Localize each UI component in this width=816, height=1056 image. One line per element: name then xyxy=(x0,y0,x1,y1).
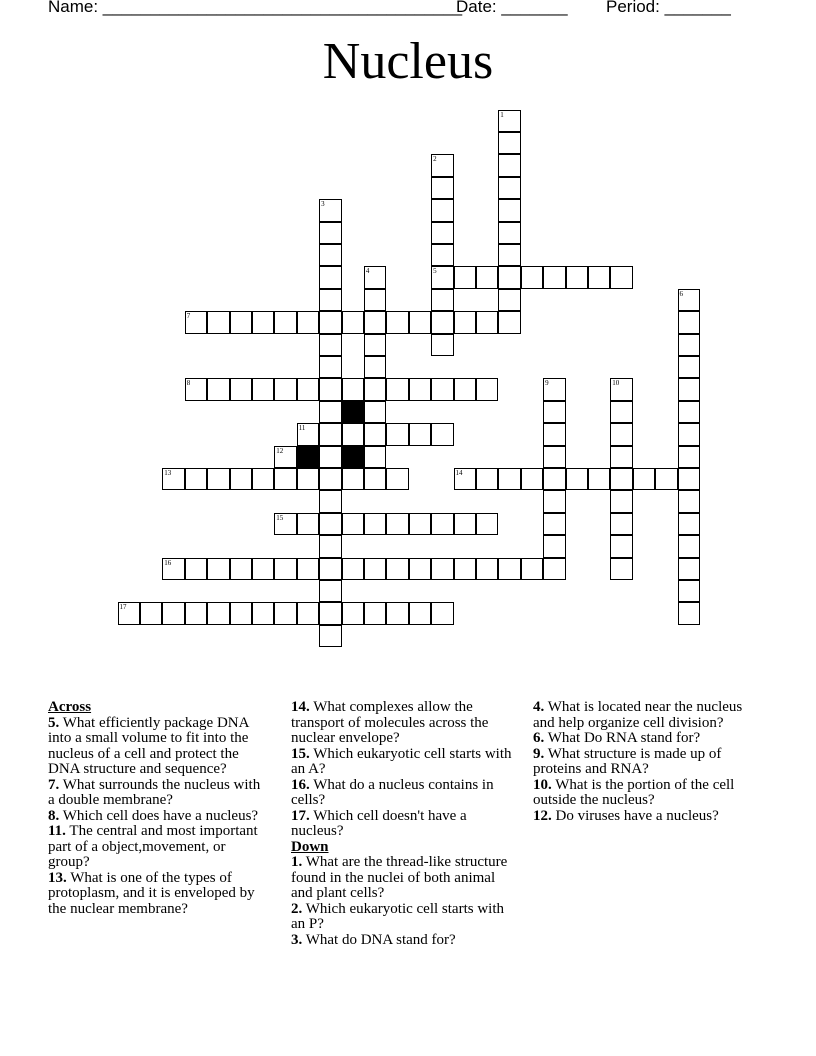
clue-number-label: 3 xyxy=(321,200,325,209)
grid-cell[interactable] xyxy=(252,558,275,581)
grid-cell[interactable] xyxy=(431,177,454,200)
grid-cell[interactable] xyxy=(162,558,185,581)
grid-cell[interactable] xyxy=(678,513,701,536)
grid-cell[interactable] xyxy=(610,401,633,424)
clue-number: 1. xyxy=(291,854,303,870)
grid-cell[interactable] xyxy=(364,423,387,446)
grid-cell[interactable] xyxy=(678,535,701,558)
grid-cell[interactable] xyxy=(364,513,387,536)
grid-cell[interactable] xyxy=(252,468,275,491)
grid-cell[interactable] xyxy=(319,446,342,469)
clue-number-label: 7 xyxy=(186,312,191,321)
grid-cell[interactable] xyxy=(319,266,342,289)
clue-number: 3. xyxy=(291,931,303,948)
clues-column-1 xyxy=(48,700,268,917)
grid-cell[interactable] xyxy=(610,535,633,558)
clue-number: 5. xyxy=(48,714,60,731)
grid-cell[interactable] xyxy=(543,378,566,401)
grid-cell[interactable] xyxy=(566,468,589,491)
grid-cell[interactable] xyxy=(364,378,387,401)
grid-cell[interactable] xyxy=(140,602,163,625)
grid-cell[interactable] xyxy=(207,602,230,625)
grid-cell[interactable] xyxy=(319,356,342,379)
grid-cell[interactable] xyxy=(342,423,365,446)
grid-cell[interactable] xyxy=(319,535,342,558)
grid-cell[interactable] xyxy=(454,468,477,491)
clue-number-label: 10 xyxy=(612,379,620,388)
grid-cell[interactable] xyxy=(274,311,297,334)
grid-cell[interactable] xyxy=(409,558,432,581)
grid-cell[interactable] xyxy=(633,468,656,491)
clue-text: Which cell doesn't have a nucleus? xyxy=(291,807,467,839)
grid-cell[interactable] xyxy=(431,334,454,357)
clue-number: 10. xyxy=(533,776,552,793)
clue-number: 13. xyxy=(48,869,67,886)
clue-number: 6. xyxy=(533,730,545,746)
grid-cell[interactable] xyxy=(274,378,297,401)
clue-across-14 xyxy=(291,700,519,747)
grid-cell[interactable] xyxy=(319,625,342,648)
clue-text: What complexes allow the transport of molecules across the nuclear envelope? xyxy=(291,699,489,746)
grid-cell[interactable] xyxy=(498,558,521,581)
grid-cell[interactable] xyxy=(297,558,320,581)
clue-text: What surrounds the nucleus with a double membrane? xyxy=(48,776,261,808)
grid-cell[interactable] xyxy=(678,378,701,401)
grid-cell[interactable] xyxy=(454,558,477,581)
grid-cell[interactable] xyxy=(588,266,611,289)
grid-cell[interactable] xyxy=(162,602,185,625)
grid-cell[interactable] xyxy=(498,468,521,491)
grid-cell[interactable] xyxy=(364,266,387,289)
grid-cell[interactable] xyxy=(543,513,566,536)
grid-cell[interactable] xyxy=(678,468,701,491)
grid-cell[interactable] xyxy=(431,423,454,446)
clue-text: What do a nucleus contains in cells? xyxy=(291,776,494,808)
clue-number-label: 1 xyxy=(500,110,504,119)
grid-cell[interactable] xyxy=(431,558,454,581)
clue-number-label: 6 xyxy=(679,289,683,298)
grid-cell[interactable] xyxy=(185,468,208,491)
clue-number-label: 14 xyxy=(455,468,463,477)
clue-text: Which eukaryotic cell starts with an A? xyxy=(291,745,512,777)
grid-cell[interactable] xyxy=(230,602,253,625)
grid-cell[interactable] xyxy=(342,311,365,334)
clue-number: 7. xyxy=(48,776,60,793)
grid-cell[interactable] xyxy=(364,356,387,379)
clue-text: What structure is made up of proteins and RNA? xyxy=(533,745,722,777)
grid-cell[interactable] xyxy=(319,401,342,424)
grid-cell[interactable] xyxy=(454,311,477,334)
grid-cell[interactable] xyxy=(319,558,342,581)
grid-cell[interactable] xyxy=(431,513,454,536)
grid-cell[interactable] xyxy=(610,423,633,446)
grid-cell[interactable] xyxy=(610,378,633,401)
grid-cell[interactable] xyxy=(319,289,342,312)
grid-cell[interactable] xyxy=(185,602,208,625)
grid-cell[interactable] xyxy=(498,266,521,289)
name-field[interactable]: Name: ______________________________________ xyxy=(48,0,463,16)
clue-across-7 xyxy=(48,778,268,809)
grid-cell[interactable] xyxy=(610,468,633,491)
grid-cell[interactable] xyxy=(274,513,297,536)
grid-cell[interactable] xyxy=(610,266,633,289)
grid-cell[interactable] xyxy=(297,378,320,401)
grid-cell[interactable] xyxy=(386,602,409,625)
grid-cell[interactable] xyxy=(364,311,387,334)
clue-number-label: 9 xyxy=(545,379,549,388)
clue-across-5 xyxy=(48,716,268,778)
grid-cell[interactable] xyxy=(566,266,589,289)
grid-cell[interactable] xyxy=(454,266,477,289)
grid-cell[interactable] xyxy=(364,401,387,424)
black-cell xyxy=(342,401,365,424)
grid-cell[interactable] xyxy=(342,468,365,491)
grid-cell[interactable] xyxy=(431,289,454,312)
grid-cell[interactable] xyxy=(297,602,320,625)
grid-cell[interactable] xyxy=(476,468,499,491)
grid-cell[interactable] xyxy=(252,378,275,401)
grid-cell[interactable] xyxy=(297,423,320,446)
clues-column-2 xyxy=(291,700,519,948)
clue-across-16 xyxy=(291,778,519,809)
grid-cell[interactable] xyxy=(386,558,409,581)
grid-cell[interactable] xyxy=(409,423,432,446)
clue-text: What is the portion of the cell outside the nucleus? xyxy=(533,776,735,808)
across-heading: Across xyxy=(48,699,92,715)
grid-cell[interactable] xyxy=(476,558,499,581)
grid-cell[interactable] xyxy=(319,378,342,401)
clue-number-label: 17 xyxy=(119,603,127,612)
grid-cell[interactable] xyxy=(610,446,633,469)
down-heading: Down xyxy=(291,838,329,855)
clue-across-13 xyxy=(48,871,268,918)
clue-number-label: 16 xyxy=(164,558,172,567)
grid-cell[interactable] xyxy=(252,311,275,334)
period-field[interactable]: Period: _______ xyxy=(606,0,731,16)
grid-cell[interactable] xyxy=(207,558,230,581)
clue-text: What efficiently package DNA into a small volume to fit into the nucleus of a cell and protect the DNA structure and sequence? xyxy=(48,714,249,777)
grid-cell[interactable] xyxy=(431,266,454,289)
clue-number-label: 13 xyxy=(164,468,172,477)
grid-cell[interactable] xyxy=(274,446,297,469)
grid-cell[interactable] xyxy=(678,423,701,446)
grid-cell[interactable] xyxy=(678,446,701,469)
clue-across-8 xyxy=(48,809,268,825)
grid-cell[interactable] xyxy=(230,468,253,491)
grid-cell[interactable] xyxy=(409,513,432,536)
clue-number-label: 2 xyxy=(433,155,437,164)
clue-down-12 xyxy=(533,809,748,825)
clue-number-label: 4 xyxy=(365,267,370,276)
grid-cell[interactable] xyxy=(610,513,633,536)
grid-cell[interactable] xyxy=(319,334,342,357)
grid-cell[interactable] xyxy=(678,401,701,424)
grid-cell[interactable] xyxy=(521,558,544,581)
grid-cell[interactable] xyxy=(454,513,477,536)
grid-cell[interactable] xyxy=(678,602,701,625)
grid-cell[interactable] xyxy=(431,602,454,625)
grid-cell[interactable] xyxy=(162,468,185,491)
clue-text: Do viruses have a nucleus? xyxy=(555,807,719,824)
clue-number: 14. xyxy=(291,699,310,715)
clue-text: What is located near the nucleus and help organize cell division? xyxy=(533,699,743,731)
grid-cell[interactable] xyxy=(364,468,387,491)
grid-cell[interactable] xyxy=(431,222,454,245)
clue-text: What do DNA stand for? xyxy=(305,931,456,948)
grid-cell[interactable] xyxy=(319,513,342,536)
clues-column-3 xyxy=(533,700,748,824)
grid-cell[interactable] xyxy=(476,378,499,401)
grid-cell[interactable] xyxy=(364,334,387,357)
grid-cell[interactable] xyxy=(297,311,320,334)
clue-number: 16. xyxy=(291,776,310,793)
clue-number: 8. xyxy=(48,807,60,824)
grid-cell[interactable] xyxy=(678,334,701,357)
clue-across-15 xyxy=(291,747,519,778)
grid-cell[interactable] xyxy=(678,558,701,581)
grid-cell[interactable] xyxy=(543,423,566,446)
grid-cell[interactable] xyxy=(431,199,454,222)
grid-cell[interactable] xyxy=(319,490,342,513)
grid-cell[interactable] xyxy=(386,513,409,536)
clue-down-4 xyxy=(533,700,748,731)
grid-cell[interactable] xyxy=(655,468,678,491)
clue-down-3 xyxy=(291,933,519,949)
grid-cell[interactable] xyxy=(498,199,521,222)
grid-cell[interactable] xyxy=(498,177,521,200)
black-cell xyxy=(342,446,365,469)
grid-cell[interactable] xyxy=(431,378,454,401)
grid-cell[interactable] xyxy=(476,513,499,536)
clue-number-label: 8 xyxy=(186,379,191,388)
grid-cell[interactable] xyxy=(274,602,297,625)
grid-cell[interactable] xyxy=(678,580,701,603)
grid-cell[interactable] xyxy=(364,602,387,625)
grid-cell[interactable] xyxy=(610,558,633,581)
clue-down-1 xyxy=(291,855,519,902)
clue-number: 9. xyxy=(533,745,545,762)
grid-cell[interactable] xyxy=(521,468,544,491)
grid-cell[interactable] xyxy=(386,423,409,446)
grid-cell[interactable] xyxy=(319,311,342,334)
grid-cell[interactable] xyxy=(319,222,342,245)
clue-number: 15. xyxy=(291,745,310,762)
grid-cell[interactable] xyxy=(498,132,521,155)
grid-cell[interactable] xyxy=(185,378,208,401)
grid-cell[interactable] xyxy=(678,311,701,334)
clue-number-label: 5 xyxy=(433,267,437,276)
grid-cell[interactable] xyxy=(543,468,566,491)
clue-down-2 xyxy=(291,902,519,933)
black-cell xyxy=(297,446,320,469)
grid-cell[interactable] xyxy=(409,378,432,401)
grid-cell[interactable] xyxy=(543,490,566,513)
grid-cell[interactable] xyxy=(498,311,521,334)
clue-text: What are the thread-like structure found in the nuclei of both animal and plant cells? xyxy=(291,854,508,901)
grid-cell[interactable] xyxy=(386,378,409,401)
puzzle-title: Nucleus xyxy=(322,33,494,90)
grid-cell[interactable] xyxy=(297,468,320,491)
grid-cell[interactable] xyxy=(230,311,253,334)
grid-cell[interactable] xyxy=(118,602,141,625)
clue-down-10 xyxy=(533,778,748,809)
grid-cell[interactable] xyxy=(319,423,342,446)
grid-cell[interactable] xyxy=(386,311,409,334)
grid-cell[interactable] xyxy=(364,446,387,469)
grid-cell[interactable] xyxy=(319,468,342,491)
date-field[interactable]: Date: _______ xyxy=(456,0,568,16)
grid-cell[interactable] xyxy=(431,154,454,177)
grid-cell[interactable] xyxy=(342,602,365,625)
grid-cell[interactable] xyxy=(207,468,230,491)
clue-across-17 xyxy=(291,809,519,840)
grid-cell[interactable] xyxy=(319,580,342,603)
grid-cell[interactable] xyxy=(588,468,611,491)
clue-number: 11. xyxy=(48,823,66,839)
grid-cell[interactable] xyxy=(185,311,208,334)
grid-cell[interactable] xyxy=(476,266,499,289)
grid-cell[interactable] xyxy=(364,558,387,581)
clue-down-9 xyxy=(533,747,748,778)
grid-cell[interactable] xyxy=(319,199,342,222)
grid-cell[interactable] xyxy=(454,378,477,401)
grid-cell[interactable] xyxy=(342,558,365,581)
clue-text: Which eukaryotic cell starts with an P? xyxy=(291,900,505,932)
clue-text: What is one of the types of protoplasm, and it is enveloped by the nuclear membrane? xyxy=(48,869,255,917)
grid-cell[interactable] xyxy=(498,244,521,267)
grid-cell[interactable] xyxy=(207,311,230,334)
grid-cell[interactable] xyxy=(342,513,365,536)
grid-cell[interactable] xyxy=(521,266,544,289)
clue-text: What Do RNA stand for? xyxy=(547,730,701,746)
clue-number: 17. xyxy=(291,807,310,824)
grid-cell[interactable] xyxy=(342,378,365,401)
grid-cell[interactable] xyxy=(678,356,701,379)
grid-cell[interactable] xyxy=(476,311,499,334)
grid-cell[interactable] xyxy=(409,311,432,334)
grid-cell[interactable] xyxy=(498,154,521,177)
grid-cell[interactable] xyxy=(543,535,566,558)
grid-cell[interactable] xyxy=(678,289,701,312)
grid-cell[interactable] xyxy=(610,490,633,513)
grid-cell[interactable] xyxy=(319,244,342,267)
grid-cell[interactable] xyxy=(364,289,387,312)
grid-cell[interactable] xyxy=(543,266,566,289)
grid-cell[interactable] xyxy=(230,558,253,581)
grid-cell[interactable] xyxy=(185,558,208,581)
grid-cell[interactable] xyxy=(230,378,253,401)
grid-cell[interactable] xyxy=(319,602,342,625)
grid-cell[interactable] xyxy=(252,602,275,625)
clue-number: 2. xyxy=(291,900,303,917)
clue-number-label: 15 xyxy=(276,513,284,522)
grid-cell[interactable] xyxy=(409,602,432,625)
grid-cell[interactable] xyxy=(543,446,566,469)
grid-cell[interactable] xyxy=(431,244,454,267)
grid-cell[interactable] xyxy=(498,110,521,133)
grid-cell[interactable] xyxy=(543,401,566,424)
grid-cell[interactable] xyxy=(678,490,701,513)
clue-text: The central and most important part of a object,movement, or group? xyxy=(48,823,258,870)
grid-cell[interactable] xyxy=(498,222,521,245)
grid-cell[interactable] xyxy=(498,289,521,312)
clue-down-6 xyxy=(533,731,748,747)
grid-cell[interactable] xyxy=(431,311,454,334)
grid-cell[interactable] xyxy=(274,468,297,491)
grid-cell[interactable] xyxy=(207,378,230,401)
grid-cell[interactable] xyxy=(386,468,409,491)
clue-number: 4. xyxy=(533,699,545,715)
grid-cell[interactable] xyxy=(274,558,297,581)
grid-cell[interactable] xyxy=(297,513,320,536)
clue-text: Which cell does have a nucleus? xyxy=(62,807,259,824)
clue-across-11 xyxy=(48,824,268,871)
clue-number-label: 12 xyxy=(276,446,284,455)
clue-number-label: 11 xyxy=(298,424,306,433)
clue-number: 12. xyxy=(533,807,552,824)
grid-cell[interactable] xyxy=(543,558,566,581)
